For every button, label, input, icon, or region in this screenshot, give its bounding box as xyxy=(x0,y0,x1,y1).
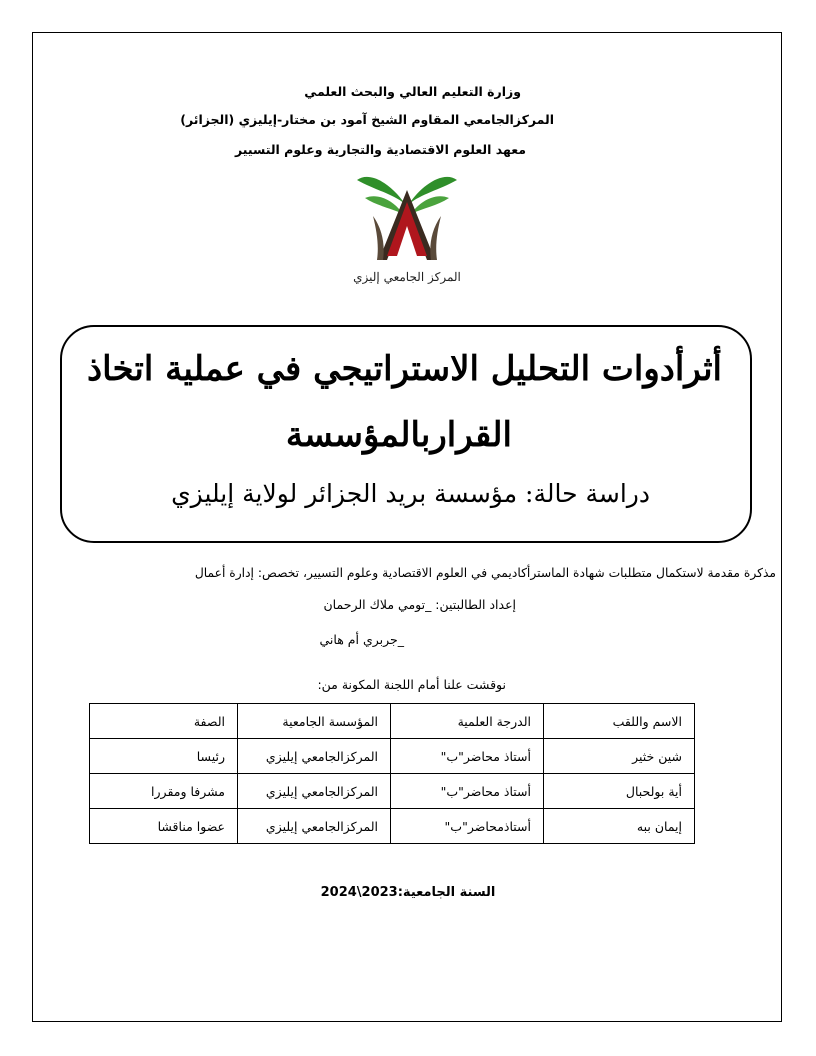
column-header: الصفة xyxy=(90,704,238,739)
table-cell: أية بولحبال xyxy=(544,774,695,809)
table-cell: المركزالجامعي إيليزي xyxy=(238,774,391,809)
academic-year: السنة الجامعية:2023\2024 xyxy=(320,885,496,900)
table-cell: أستاذ محاضر"ب" xyxy=(391,774,544,809)
logo-emblem-icon xyxy=(353,168,461,268)
thesis-title-line1: أثرأدوات التحليل الاستراتيجي في عملية اتخاذ xyxy=(86,349,722,389)
ministry-name: وزارة التعليم العالي والبحث العلمي xyxy=(304,84,521,99)
institute-name: معهد العلوم الاقتصادية والتجارية وعلوم التسيير xyxy=(235,142,526,157)
column-header: المؤسسة الجامعية xyxy=(238,704,391,739)
title-box xyxy=(60,325,752,543)
second-student: _جربري أم هاني xyxy=(319,632,404,647)
column-header: الاسم واللقب xyxy=(544,704,695,739)
table-cell: أستاذمحاضر"ب" xyxy=(391,809,544,844)
table-cell: مشرفا ومقررا xyxy=(90,774,238,809)
committee-table xyxy=(89,703,695,844)
table-cell: رئيسا xyxy=(90,739,238,774)
table-row xyxy=(90,809,695,844)
table-row xyxy=(90,739,695,774)
column-header: الدرجة العلمية xyxy=(391,704,544,739)
logo-caption: المركز الجامعي إليزي xyxy=(353,270,461,284)
committee-intro: نوقشت علنا أمام اللجنة المكونة من: xyxy=(317,677,506,692)
case-study-subtitle: دراسة حالة: مؤسسة بريد الجزائر لولاية إيليزي xyxy=(171,479,650,508)
table-row xyxy=(90,774,695,809)
table-cell: أستاذ محاضر"ب" xyxy=(391,739,544,774)
table-cell: المركزالجامعي إيليزي xyxy=(238,739,391,774)
memo-description: مذكرة مقدمة لاستكمال متطلبات شهادة الماسترأكاديمي في العلوم الاقتصادية وعلوم التسيير، تخصص: إدارة أعمال xyxy=(194,566,776,580)
table-cell: عضوا مناقشا xyxy=(90,809,238,844)
university-logo xyxy=(353,168,461,294)
university-name: المركزالجامعي المقاوم الشيخ آمود بن مختار-إيليزي (الجزائر) xyxy=(180,112,554,127)
table-cell: المركزالجامعي إيليزي xyxy=(238,809,391,844)
table-cell: شين خثير xyxy=(544,739,695,774)
table-cell: إيمان ببه xyxy=(544,809,695,844)
thesis-title-line2: القراربالمؤسسة xyxy=(285,415,512,455)
table-header-row xyxy=(90,704,695,739)
prepared-by: إعداد الطالبتين: _تومي ملاك الرحمان xyxy=(323,597,516,612)
